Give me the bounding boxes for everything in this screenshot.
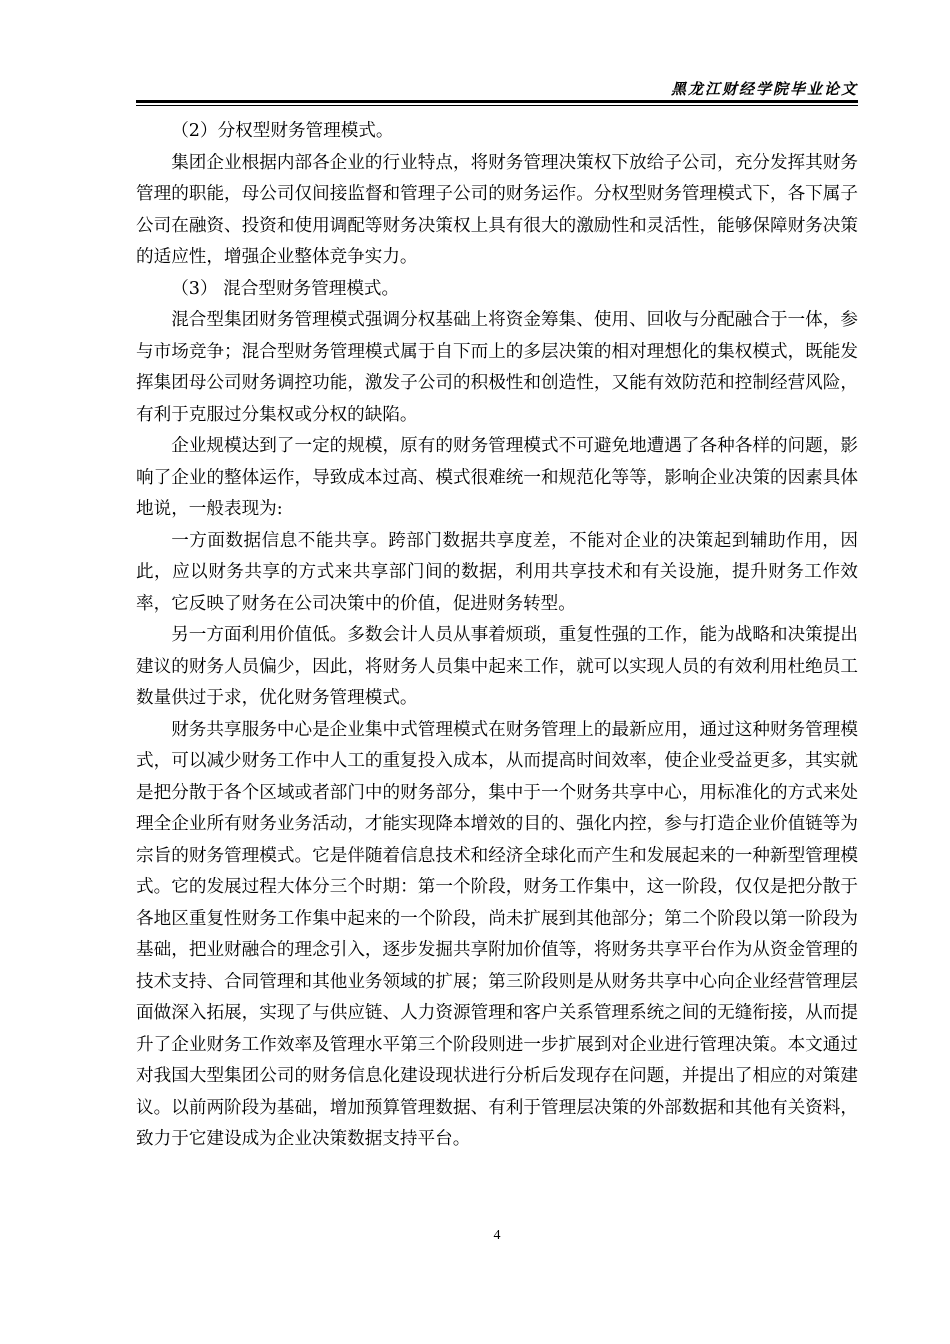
- paragraph-hybrid-mode: 混合型集团财务管理模式强调分权基础上将资金筹集、使用、回收与分配融合于一体，参与市场竞争；混合型财务管理模式属于自下而上的多层决策的相对理想化的集权模式，既能发挥集团母公司财务调控功能，激发子公司的积极性和创造性，又能有效防范和控制经营风险，有利于克服过分集权或分权的缺陷。: [136, 310, 858, 425]
- header-rule-thick: [136, 100, 858, 103]
- page-number: 4: [493, 1228, 501, 1243]
- paragraph-problems-intro: 企业规模达到了一定的规模，原有的财务管理模式不可避免地遭遇了各种各样的问题，影响了企业的整体运作，导致成本过高、模式很难统一和规范化等等，影响企业决策的因素具体地说，一般表现为:: [136, 436, 858, 519]
- body-text: [136, 116, 858, 1156]
- section-heading-hybrid-mode: （3） 混合型财务管理模式。: [171, 278, 400, 299]
- paragraph-data-sharing: 一方面数据信息不能共享。跨部门数据共享度差，不能对企业的决策起到辅助作用，因此，应以财务共享的方式来共享部门间的数据，利用共享技术和有关设施，提升财务工作效率，它反映了财务在公司决策中的价值，促进财务转型。: [136, 530, 858, 614]
- paragraph-shared-service-center: 财务共享服务中心是企业集中式管理模式在财务管理上的最新应用，通过这种财务管理模式，可以减少财务工作中人工的重复投入成本，从而提高时间效率，使企业受益更多，其实就是把分散于各个区域或者部门中的财务部分，集中于一个财务共享中心，用标准化的方式来处理全企业所有财务业务活动，才能实现降本增效的目的、强化内控，参与打造企业价值链等为宗旨的财务管理模式。它是伴随着信息技术和经济全球化而产生和发展起来的一种新型管理模式。它的发展过程大体分三个时期：第一个阶段，财务工作集中，这一阶段，仅仅是把分散于各地区重复性财务工作集中起来的一个阶段，尚未扩展到其他部分；第二个阶段以第一阶段为基础，把业财融合的理念引入，逐步发掘共享附加价值等，将财务共享平台作为从资金管理的技术支持、合同管理和其他业务领域的扩展；第三阶段则是从财务共享中心向企业经营管理层面做深入拓展，实现了与供应链、人力资源管理和客户关系管理系统之间的无缝衔接，从而提升了企业财务工作效率及管理水平第三个阶段则进一步扩展到对企业进行管理决策。本文通过对我国大型集团公司的财务信息化建设现状进行分析后发现存在问题，并提出了相应的对策建议。以前两阶段为基础，增加预算管理数据、有利于管理层决策的外部数据和其他有关资料，致力于它建设成为企业决策数据支持平台。: [136, 719, 858, 1149]
- paragraph-utilization-value: 另一方面利用价值低。多数会计人员从事着烦琐，重复性强的工作，能为战略和决策提出建议的财务人员偏少，因此，将财务人员集中起来工作，就可以实现人员的有效利用杜绝员工数量供过于求，优化财务管理模式。: [136, 625, 858, 708]
- header-rule-thin: [136, 105, 858, 106]
- paragraph-decentralized-mode: 集团企业根据内部各企业的行业特点，将财务管理决策权下放给子公司，充分发挥其财务管理的职能，母公司仅间接监督和管理子公司的财务运作。分权型财务管理模式下，各下属子公司在融资、投资和使用调配等财务决策权上具有很大的激励性和灵活性，能够保障财务决策的适应性，增强企业整体竞争实力。: [136, 152, 858, 267]
- running-header-title: 黑龙江财经学院毕业论文: [670, 80, 858, 98]
- section-heading-decentralized-mode: （2）分权型财务管理模式。: [171, 121, 394, 141]
